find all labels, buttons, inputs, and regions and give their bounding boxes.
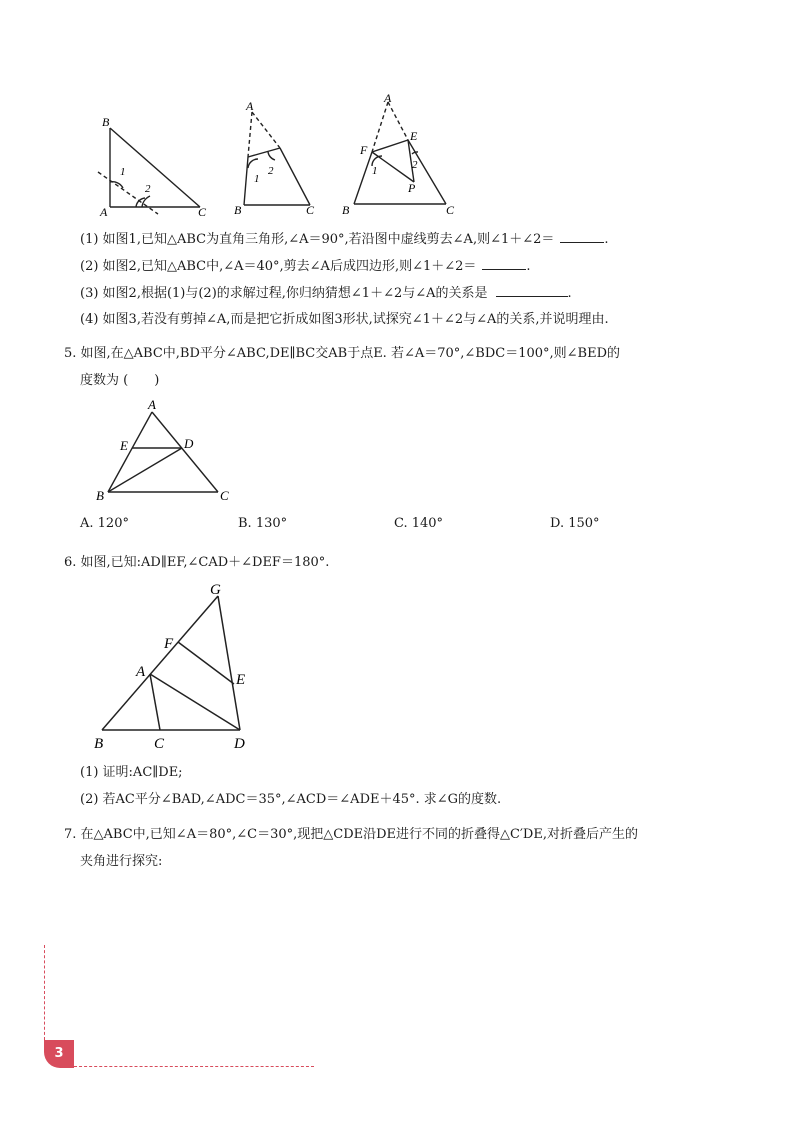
figure-3 <box>334 92 470 220</box>
figure-1 <box>90 110 220 220</box>
fig6-label-C: C <box>154 736 165 752</box>
page-border-vertical <box>44 945 45 1040</box>
q4-part-3: (3) 如图2,根据(1)与(2)的求解过程,你归纳猜想∠1＋∠2与∠A的关系是 . <box>80 286 572 301</box>
fig3-label-A: A <box>384 92 392 105</box>
q6-stem: 6. 如图,已知:AD∥EF,∠CAD＋∠DEF＝180°. <box>64 555 330 570</box>
q5-choice-d[interactable]: D. 150° <box>550 516 600 531</box>
q4-part-4: (4) 如图3,若没有剪掉∠A,而是把它折成如图3形状,试探究∠1＋∠2与∠A的关系,并说明理由. <box>80 312 609 327</box>
figure-6 <box>88 578 268 754</box>
fig3-label-P: P <box>408 181 416 195</box>
fig3-label-1: 1 <box>372 165 378 177</box>
fig1-label-A: A <box>100 205 108 219</box>
fig2-label-C: C <box>306 203 315 217</box>
q6-part-2: (2) 若AC平分∠BAD,∠ADC＝35°,∠ACD＝∠ADE＋45°. 求∠G的度数. <box>80 792 502 807</box>
fig6-label-G: G <box>210 582 221 598</box>
fig5-label-B: B <box>96 488 104 503</box>
q4-part-1: (1) 如图1,已知△ABC为直角三角形,∠A＝90°,若沿图中虚线剪去∠A,则∠1＋∠2＝ . <box>80 232 609 247</box>
fig2-label-2: 2 <box>268 165 274 177</box>
q4-blank-2[interactable] <box>482 257 526 270</box>
fig1-label-1: 1 <box>120 166 126 178</box>
fig5-label-A: A <box>148 397 156 412</box>
fig2-label-1: 1 <box>254 173 260 185</box>
fig6-label-B: B <box>94 736 104 752</box>
fig3-label-B: B <box>342 203 350 217</box>
q7-stem-line-2: 夹角进行探究: <box>80 854 163 869</box>
fig3-label-F: F <box>360 143 368 157</box>
fig1-label-2: 2 <box>145 183 151 195</box>
fig3-label-2: 2 <box>412 159 418 171</box>
fig2-label-A: A <box>246 100 254 113</box>
fig6-label-E: E <box>236 672 246 688</box>
page-number: 3 <box>44 1040 74 1068</box>
q5-stem-line-1: 5. 如图,在△ABC中,BD平分∠ABC,DE∥BC交AB于点E. 若∠A＝70°,∠BDC＝100°,则∠BED的 <box>64 346 621 361</box>
fig5-label-C: C <box>220 488 229 503</box>
q7-stem-line-1: 7. 在△ABC中,已知∠A＝80°,∠C＝30°,现把△CDE沿DE进行不同的折叠得△C′DE,对折叠后产生的 <box>64 827 638 842</box>
fig1-label-B: B <box>102 115 110 129</box>
q5-choice-c[interactable]: C. 140° <box>394 516 444 531</box>
q4-part-2: (2) 如图2,已知△ABC中,∠A＝40°,剪去∠A后成四边形,则∠1＋∠2＝ . <box>80 259 531 274</box>
q5-choice-b[interactable]: B. 130° <box>238 516 288 531</box>
figure-5 <box>92 396 242 506</box>
q4-blank-3[interactable] <box>496 284 568 297</box>
q6-part-1: (1) 证明:AC∥DE; <box>80 765 183 780</box>
figure-2 <box>228 100 328 220</box>
fig6-label-A: A <box>136 664 146 680</box>
fig5-label-E: E <box>120 438 128 453</box>
fig1-label-C: C <box>198 205 207 219</box>
fig5-label-D: D <box>184 436 194 451</box>
fig3-label-C: C <box>446 203 455 217</box>
page-border-horizontal <box>74 1066 314 1067</box>
q4-blank-1[interactable] <box>560 230 604 243</box>
q5-choice-a[interactable]: A. 120° <box>80 516 129 531</box>
q5-stem-line-2: 度数为 ( ) <box>80 373 160 388</box>
fig2-label-B: B <box>234 203 242 217</box>
fig6-label-D: D <box>234 736 245 752</box>
fig3-label-E: E <box>410 129 418 143</box>
fig6-label-F: F <box>164 636 174 652</box>
